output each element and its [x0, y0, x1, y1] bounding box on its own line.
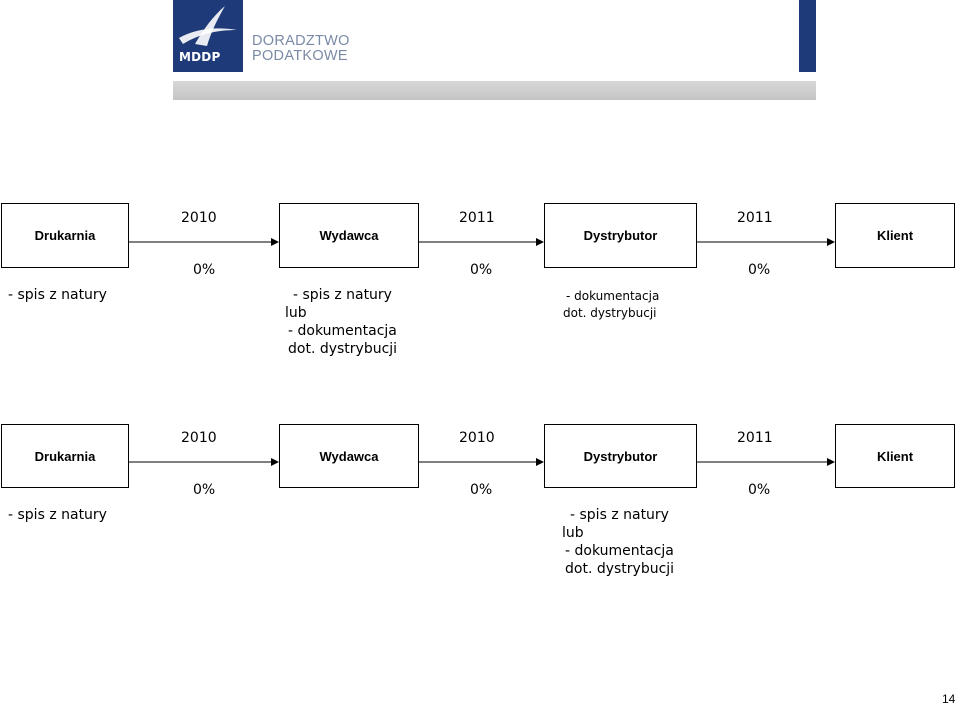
header-divider-strip [173, 81, 816, 100]
note-line: lub [285, 305, 307, 321]
year-label: 2011 [459, 210, 495, 226]
arrow-drukarnia-wydawca-top [129, 236, 279, 248]
year-label: 2010 [181, 210, 217, 226]
logo-wordmark [252, 34, 350, 64]
rate-label: 0% [470, 482, 493, 498]
note-dystrybutor-top [563, 288, 660, 322]
year-label: 2011 [737, 210, 773, 226]
note-line: dot. dystrybucji [565, 561, 675, 577]
rate-label: 0% [193, 262, 216, 278]
page-number: 14 [942, 692, 956, 706]
note-line: - dokumentacja [565, 543, 674, 559]
arrow-dystrybutor-klient-top [697, 236, 835, 248]
node-dystrybutor-bottom: Dystrybutor [544, 424, 697, 488]
note-line: - spis z natury [8, 507, 107, 523]
year-label: 2011 [737, 430, 773, 446]
note-line: - spis z natury [8, 287, 107, 303]
arrow-wydawca-dystrybutor-bottom [419, 456, 544, 468]
note-line: lub [562, 525, 584, 541]
year-label: 2010 [459, 430, 495, 446]
note-line: dot. dystrybucji [288, 341, 398, 357]
note-dystrybutor-bottom [562, 506, 674, 578]
rate-label: 0% [748, 262, 771, 278]
year-label: 2010 [181, 430, 217, 446]
logo-line-2: PODATKOWE [252, 48, 348, 64]
note-line: - spis z natury [293, 287, 392, 303]
node-drukarnia-top: Drukarnia [1, 203, 129, 268]
arrow-dystrybutor-klient-bottom [697, 456, 835, 468]
note-drukarnia-bottom [8, 506, 107, 524]
arrow-drukarnia-wydawca-bottom [129, 456, 279, 468]
header-accent-bar [799, 0, 816, 72]
note-line: - spis z natury [570, 507, 669, 523]
node-drukarnia-bottom: Drukarnia [1, 424, 129, 488]
node-klient-top: Klient [835, 203, 955, 268]
note-line: dot. dystrybucji [563, 306, 657, 320]
node-klient-bottom: Klient [835, 424, 955, 488]
rate-label: 0% [193, 482, 216, 498]
logo-line-1: DORADZTWO [252, 33, 350, 49]
rate-label: 0% [748, 482, 771, 498]
node-wydawca-top: Wydawca [279, 203, 419, 268]
rate-label: 0% [470, 262, 493, 278]
node-wydawca-bottom: Wydawca [279, 424, 419, 488]
mddp-logo [173, 0, 243, 72]
note-line: - dokumentacja [288, 323, 397, 339]
node-dystrybutor-top: Dystrybutor [544, 203, 697, 268]
note-drukarnia-top [8, 286, 107, 304]
logo-abbreviation: MDDP [179, 50, 221, 64]
arrow-wydawca-dystrybutor-top [419, 236, 544, 248]
note-wydawca-top [285, 286, 397, 358]
note-line: - dokumentacja [566, 289, 660, 303]
